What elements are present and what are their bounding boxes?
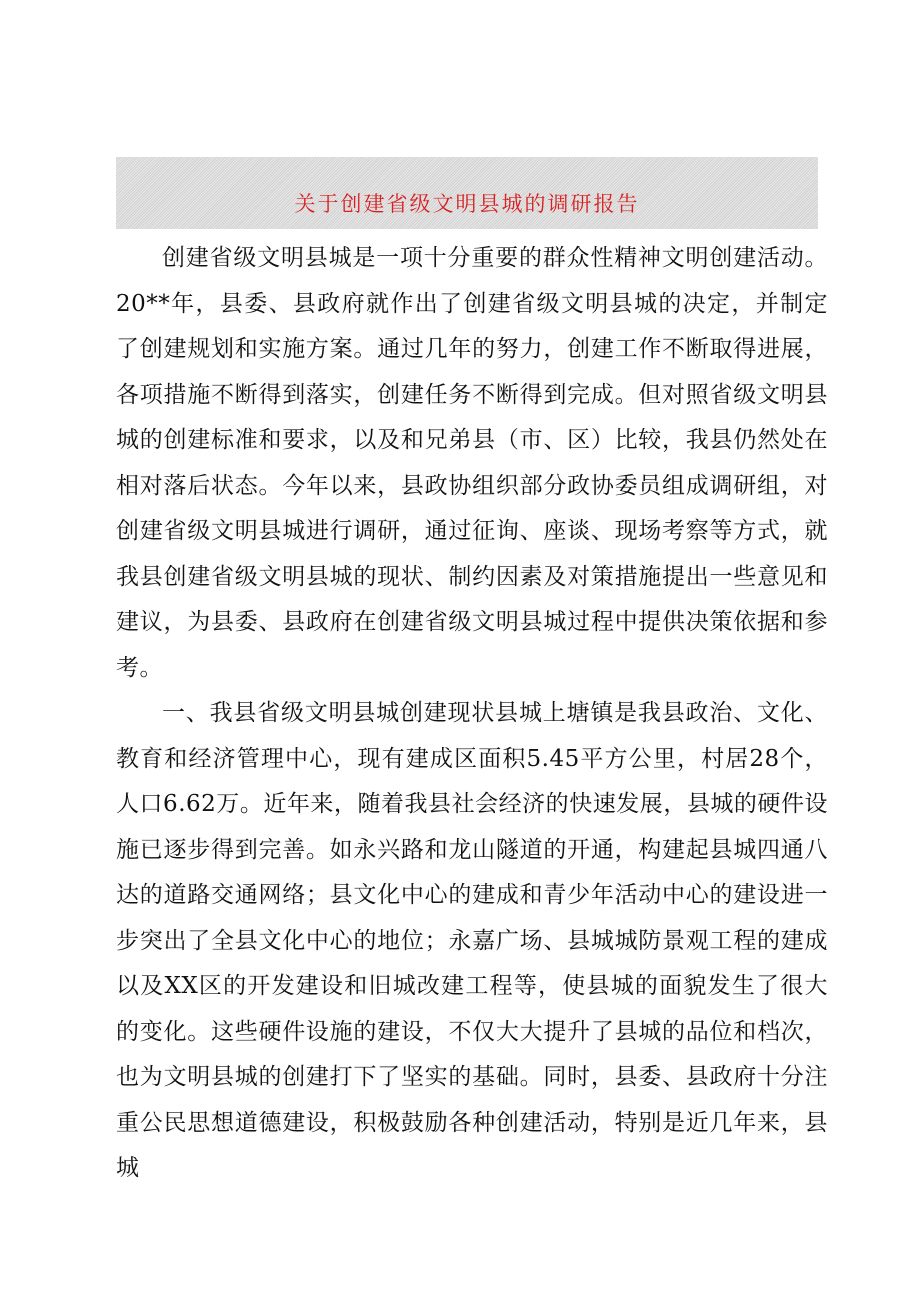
paragraph-intro: 创建省级文明县城是一项十分重要的群众性精神文明创建活动。20**年，县委、县政府就作出了创建省级文明县城的决定，并制定了创建规划和实施方案。通过几年的努力，创建工作不断取得进展，各项措施不断得到落实，创建任务不断得到完成。但对照省级文明县城的创建标准和要求，以及和兄弟县（市、区）比较，我县仍然处在相对落后状态。今年以来，县政协组织部分政协委员组成调研组，对创建省级文明县城进行调研，通过征询、座谈、现场考察等方式，就我县创建省级文明县城的现状、制约因素及对策措施提出一些意见和建议，为县委、县政府在创建省级文明县城过程中提供决策依据和参考。: [116, 245, 828, 681]
document-title: 关于创建省级文明县城的调研报告: [294, 192, 640, 216]
title-banner: [116, 157, 818, 229]
paragraph-current-status: 一、我县省级文明县城创建现状县城上塘镇是我县政治、文化、教育和经济管理中心，现有建成区面积5.45平方公里，村居28个，人口6.62万。近年来，随着我县社会经济的快速发展，县城的硬件设施已逐步得到完善。如永兴路和龙山隧道的开通，构建起县城四通八达的道路交通网络；县文化中心的建成和青少年活动中心的建设进一步突出了全县文化中心的地位；永嘉广场、县城城防景观工程的建成以及XX区的开发建设和旧城改建工程等，使县城的面貌发生了很大的变化。这些硬件设施的建设，不仅大大提升了县城的品位和档次，也为文明县城的创建打下了坚实的基础。同时，县委、县政府十分注重公民思想道德建设，积极鼓励各种创建活动，特别是近几年来，县城: [116, 700, 828, 1181]
document-body: [116, 236, 828, 1192]
